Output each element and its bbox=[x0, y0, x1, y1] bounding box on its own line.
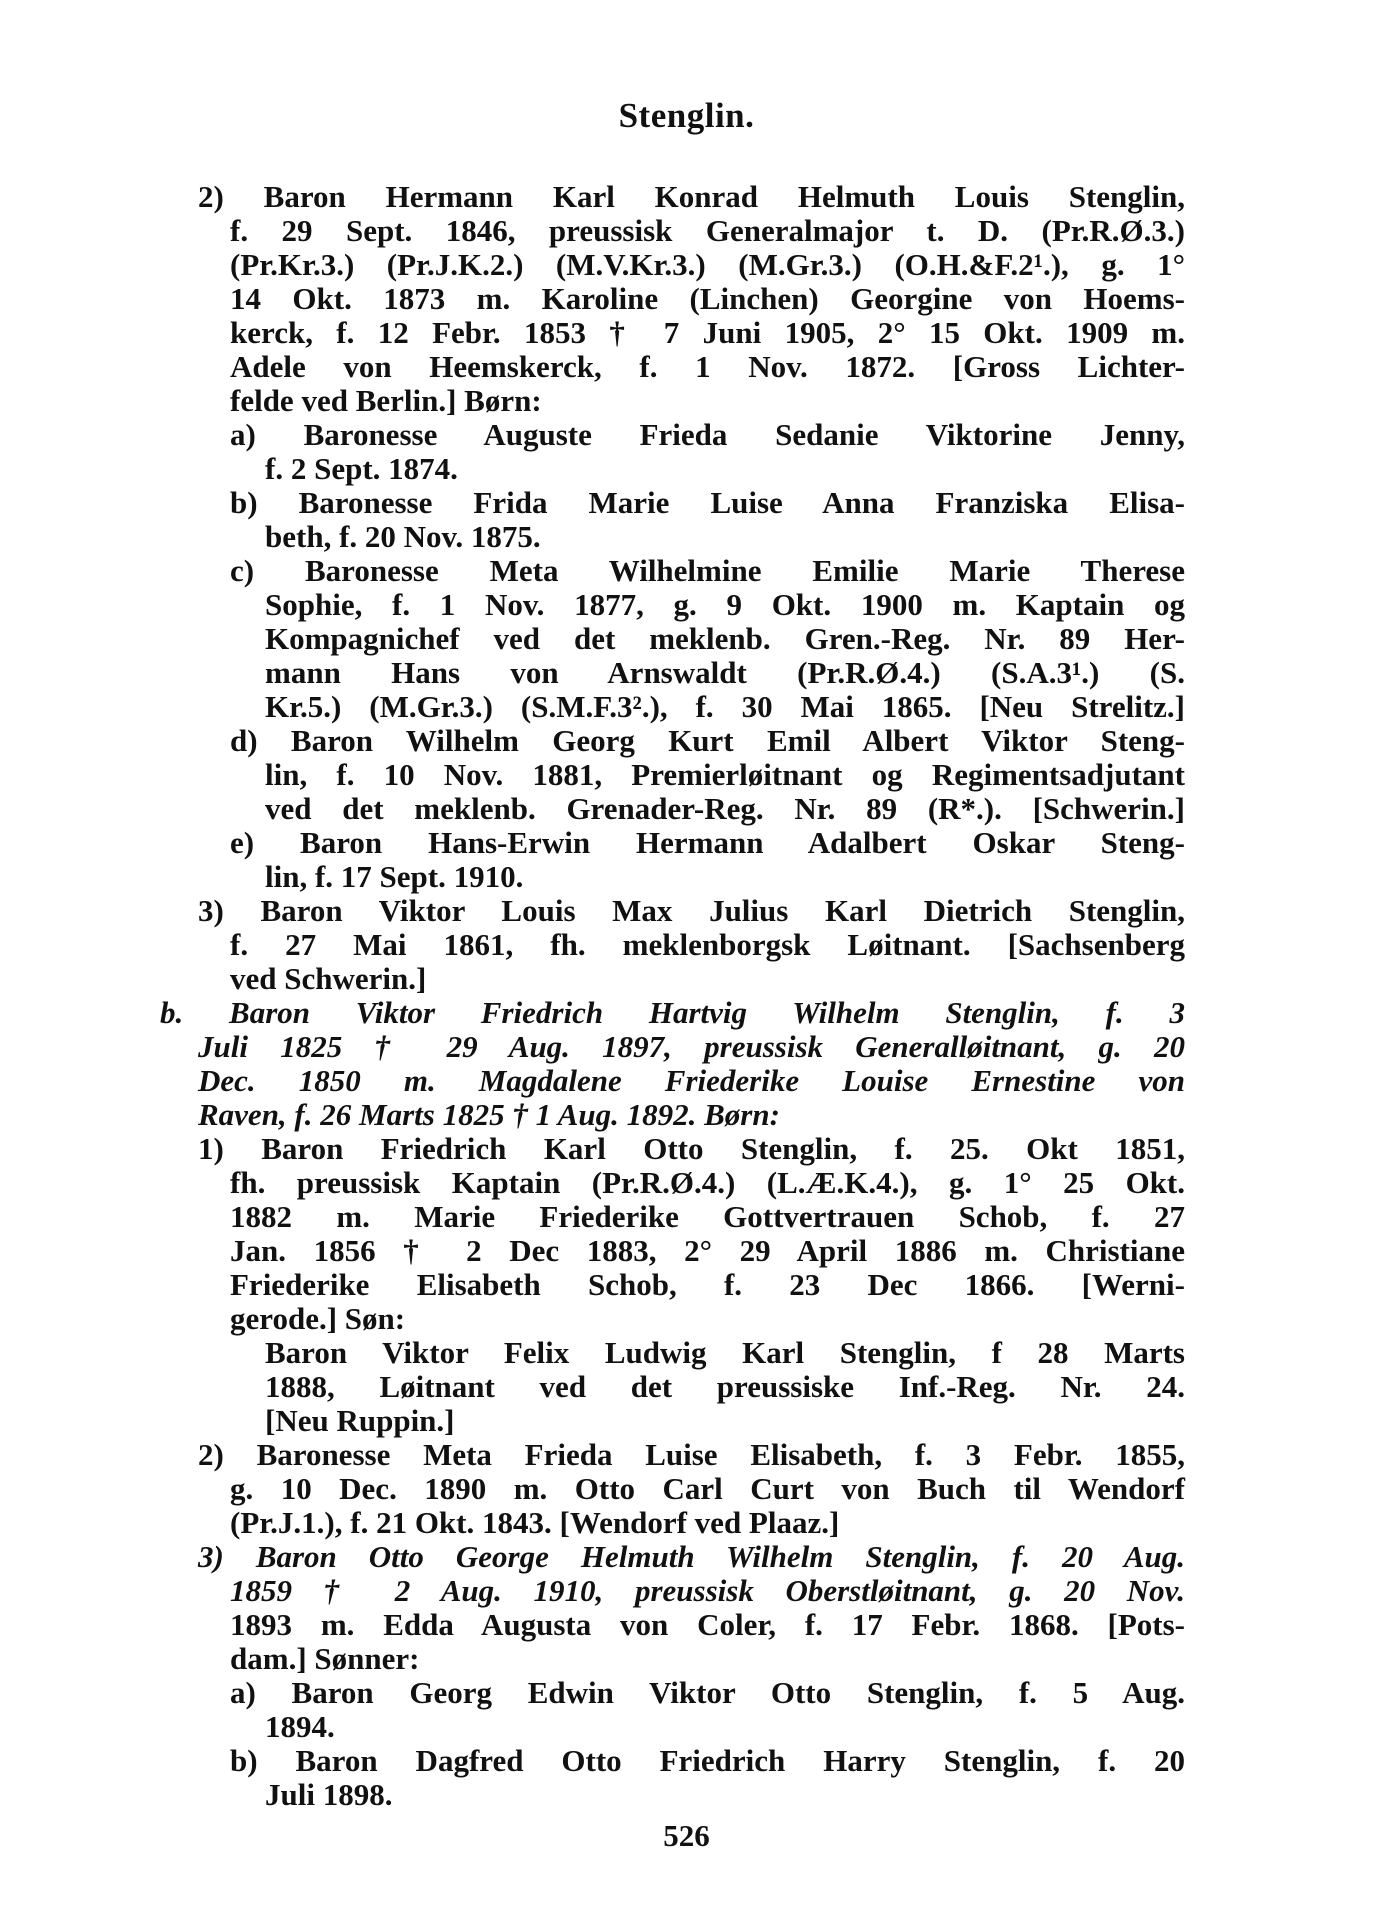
text-line: f. 29 Sept. 1846, preussisk Generalmajor t. D. (Pr.R.Ø.3.) bbox=[230, 213, 1185, 248]
text-line: g. 10 Dec. 1890 m. Otto Carl Curt von Buch til Wendorf bbox=[230, 1471, 1185, 1506]
text-line: 1882 m. Marie Friederike Gottvertrauen Schob, f. 27 bbox=[230, 1199, 1185, 1234]
text-line: Adele von Heemskerck, f. 1 Nov. 1872. [Gross Lichter- bbox=[230, 349, 1185, 384]
text-line: 3) Baron Viktor Louis Max Julius Karl Dietrich Stenglin, bbox=[198, 893, 1185, 928]
text-line: Juli 1825 † 29 Aug. 1897, preussisk Generalløitnant, g. 20 bbox=[198, 1029, 1185, 1064]
text-line: fh. preussisk Kaptain (Pr.R.Ø.4.) (L.Æ.K.4.), g. 1° 25 Okt. bbox=[230, 1165, 1185, 1200]
text-line: Raven, f. 26 Marts 1825 † 1 Aug. 1892. Børn: bbox=[198, 1097, 780, 1132]
text-line: 1893 m. Edda Augusta von Coler, f. 17 Febr. 1868. [Pots- bbox=[230, 1607, 1185, 1642]
page-number: 526 bbox=[663, 1818, 710, 1853]
text-line: ved Schwerin.] bbox=[230, 961, 427, 996]
text-line: f. 2 Sept. 1874. bbox=[265, 451, 458, 486]
text-line: 3) Baron Otto George Helmuth Wilhelm Stenglin, f. 20 Aug. bbox=[198, 1539, 1185, 1574]
text-line: lin, f. 17 Sept. 1910. bbox=[265, 859, 524, 894]
text-line: b) Baronesse Frida Marie Luise Anna Franziska Elisa- bbox=[230, 485, 1185, 520]
text-line: c) Baronesse Meta Wilhelmine Emilie Marie Therese bbox=[230, 553, 1185, 588]
text-line: 2) Baronesse Meta Frieda Luise Elisabeth, f. 3 Febr. 1855, bbox=[198, 1437, 1185, 1472]
text-line: a) Baronesse Auguste Frieda Sedanie Viktorine Jenny, bbox=[230, 417, 1185, 452]
text-line: 1859 † 2 Aug. 1910, preussisk Oberstløitnant, g. 20 Nov. bbox=[230, 1573, 1185, 1608]
text-line: Friederike Elisabeth Schob, f. 23 Dec 1866. [Werni- bbox=[230, 1267, 1185, 1302]
text-line: (Pr.Kr.3.) (Pr.J.K.2.) (M.V.Kr.3.) (M.Gr.3.) (O.H.&F.2¹.), g. 1° bbox=[230, 247, 1185, 282]
text-line: d) Baron Wilhelm Georg Kurt Emil Albert Viktor Steng- bbox=[230, 723, 1185, 758]
page-header: Stenglin. bbox=[618, 96, 755, 135]
text-line: Sophie, f. 1 Nov. 1877, g. 9 Okt. 1900 m. Kaptain og bbox=[265, 587, 1185, 622]
text-line: 2) Baron Hermann Karl Konrad Helmuth Louis Stenglin, bbox=[198, 179, 1185, 214]
text-line: gerode.] Søn: bbox=[230, 1301, 406, 1336]
text-line: 14 Okt. 1873 m. Karoline (Linchen) Georgine von Hoems- bbox=[230, 281, 1185, 316]
text-line: Dec. 1850 m. Magdalene Friederike Louise Ernestine von bbox=[198, 1063, 1185, 1098]
text-line: lin, f. 10 Nov. 1881, Premierløitnant og Regimentsadjutant bbox=[265, 757, 1185, 792]
text-line: 1) Baron Friedrich Karl Otto Stenglin, f. 25. Okt 1851, bbox=[198, 1131, 1185, 1166]
text-line: b) Baron Dagfred Otto Friedrich Harry Stenglin, f. 20 bbox=[230, 1743, 1185, 1778]
text-line: mann Hans von Arnswaldt (Pr.R.Ø.4.) (S.A.3¹.) (S. bbox=[265, 655, 1185, 690]
text-line: Kr.5.) (M.Gr.3.) (S.M.F.3².), f. 30 Mai 1865. [Neu Strelitz.] bbox=[265, 689, 1185, 724]
text-line: Kompagnichef ved det meklenb. Gren.-Reg. Nr. 89 Her- bbox=[265, 621, 1185, 656]
text-line: (Pr.J.1.), f. 21 Okt. 1843. [Wendorf ved Plaaz.] bbox=[230, 1505, 840, 1540]
text-line: a) Baron Georg Edwin Viktor Otto Stenglin, f. 5 Aug. bbox=[230, 1675, 1185, 1710]
text-line: Baron Viktor Felix Ludwig Karl Stenglin, f 28 Marts bbox=[265, 1335, 1185, 1370]
text-line: [Neu Ruppin.] bbox=[265, 1403, 455, 1438]
text-line: Juli 1898. bbox=[265, 1777, 393, 1812]
text-line: kerck, f. 12 Febr. 1853 † 7 Juni 1905, 2° 15 Okt. 1909 m. bbox=[230, 315, 1185, 350]
text-line: e) Baron Hans-Erwin Hermann Adalbert Oskar Steng- bbox=[230, 825, 1185, 860]
text-line: 1888, Løitnant ved det preussiske Inf.-Reg. Nr. 24. bbox=[265, 1369, 1185, 1404]
text-line: felde ved Berlin.] Børn: bbox=[230, 383, 542, 418]
text-line: beth, f. 20 Nov. 1875. bbox=[265, 519, 541, 554]
text-line: dam.] Sønner: bbox=[230, 1641, 420, 1676]
text-line: 1894. bbox=[265, 1709, 335, 1744]
text-line: b. Baron Viktor Friedrich Hartvig Wilhelm Stenglin, f. 3 bbox=[160, 995, 1185, 1030]
text-line: ved det meklenb. Grenader-Reg. Nr. 89 (R*.). [Schwerin.] bbox=[265, 791, 1185, 826]
text-line: Jan. 1856 † 2 Dec 1883, 2° 29 April 1886 m. Christiane bbox=[230, 1233, 1185, 1268]
text-line: f. 27 Mai 1861, fh. meklenborgsk Løitnant. [Sachsenberg bbox=[230, 927, 1185, 962]
